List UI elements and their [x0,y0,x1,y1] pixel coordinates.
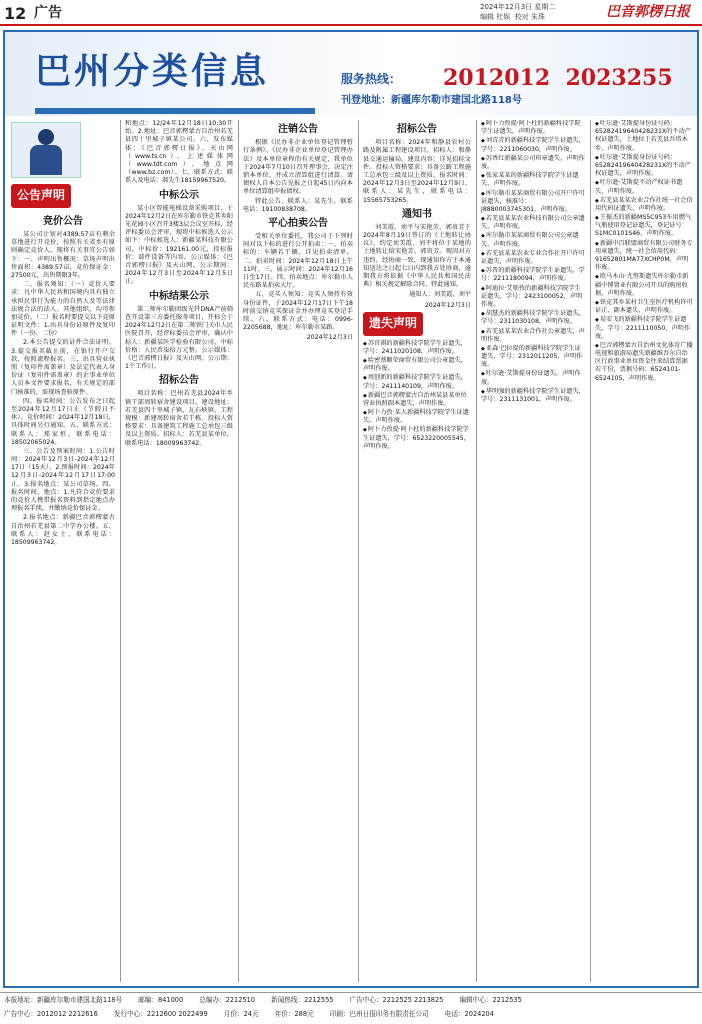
loss-statement-badge: 遗失声明 [363,312,423,336]
list-item: ◆ 若羌县某某农业科技有限公司公章遗失，声明作废。 [481,215,585,231]
notice-title: 中标结果公示 [149,290,209,302]
list-item: ◆ 苏晋的新疆科技学院学生证遗失，学号：2211180094，声明作废。 [481,267,585,283]
list-item: ◆ 阿迪拉·艾则孜的新疆科技学院学生证遗失，学号：2423100052，声明作废。 [481,285,585,310]
banner-underline [35,108,315,114]
banner-address: 刊登地址：新疆库尔勒市建国北路118号 [341,95,522,106]
list-item: ◆ 王振杰的新疆MS5C953车用燃气气瓶使用登记证遗失，登记证号：S1MC0101S46，声明作废。 [595,214,693,239]
list-item: ◆ 胡慧杰的新疆科技学院学生证遗失，学号：2311030108，声明作废。 [481,310,585,326]
header-proofreader: 校对 朱珠 [514,13,545,22]
notice-title: 中标公示 [159,189,199,201]
list-item: ◆ 易安飞的新疆科技学院学生证遗失，学号：2211110050，声明作废。 [595,316,693,341]
notice-paragraph: 五、竞买人须知：竞买人须持有效身份证件，于2024年12月17日下午18时前交纳竞买保证金并办理竞买登记手续。六、联系方式：电话：0996-2205688，地址：库尔勒市某路。 [243,291,353,332]
list-item: ◆ 铁克其乡某村卫生室医疗机构许可证正、副本遗失，声明作废。 [595,299,693,315]
column-2 [123,120,235,982]
notice-title: 招标公告 [159,375,199,387]
footer-phone: 发行中心：2212600 2022499 [113,1010,208,1018]
column-5 [479,120,587,982]
notice-paragraph: 特此公告。联系人：某先生，联系电话：19100838708。 [243,197,353,213]
column-4 [361,120,473,982]
notice-paragraph: 三、公告及预案时间：1.公告时间：2024年12月3日-2024年12月17日（15天）。2.预报时间：2024年12月3日-2024年12月17日17:00止。3.报名地点：某公司草场。四、报名时间、地点：1.凡符合竞价要求的竞价人携带报名资料到指定地点办理报名手续，并缴纳竞价保证金。 [11,447,115,513]
column-1 [9,120,117,982]
page-footer [0,992,702,1024]
list-item: ◆ 阿卜力孜·某人新疆科技学院学生证遗失，声明作废。 [363,409,471,425]
notice-date: 2024年12月3日 [424,301,471,309]
column-divider [590,120,591,982]
list-item: ◆ 苏香红新疆某公司印章遗失，声明作废。 [481,155,585,171]
notice-title: 招标公告 [397,124,437,135]
footer-price: 月价：24元 [223,1010,259,1018]
list-item: ◆ 吐尔逊·艾斯提身份证遗失，声明作废。 [481,370,585,386]
notice-paragraph: 某公司计划对4389.57亩有剩余草地进行开竞价，按照有关省乡有原则确定竞价人，现将有关事宜公告如下：一、声明出售概况：草场声明出售面积：4389.57亩，竞价保证金：27500元，出售期限3年。 [11,231,115,279]
hotline-label: 服务热线： [341,72,402,86]
notice-paragraph: 受相关单位委托，我公司于下列时间对以下标的进行公开拍卖：一、拍卖标的：车辆若干辆，详见拍卖清单。二、拍卖时间：2024年12月18日上午11时。三、展示时间：2024年12月16日至17日。四、拍卖地点：库尔勒市人民东路某拍卖大厅。 [243,233,353,290]
hotline-numbers: 2012012 2023255 [443,65,673,91]
list-item: ◆ 苏官祺的新疆科技学院学生证遗失，学号：2411020108，声明作废。 [363,340,471,356]
header-date: 2024年12月3日 星期二 [480,3,556,11]
notice-title: 通知书 [402,208,432,220]
column-6 [593,120,695,982]
notice-paragraph: 二、报名须知：（一）竞价人要求：凡中华人民共和国境内具有独立承担民事行为能力的自然人及等法律法规合法的法人、其他组织，均可参加竞价。（二）报名时要提交以下竞原证明文件：1.出具身份证原件及复印件（一份、二份） [11,281,115,338]
list-item: ◆ 新疆中百联盟商贸有限公司财务专用章遗失，统一社会信用代码：91652801MA77XCHP0M，声明作废。 [595,240,693,273]
list-item: ◆ 库尔勒市某某商贸有限公司公章遗失，声明作废。 [481,232,585,248]
classified-banner [5,32,697,116]
footer-price: 年价：288元 [274,1010,314,1018]
list-item: ◆ 若羌县某某农业合作社统一社会信用代码证遗失，声明作废。 [595,197,693,213]
footer-phone: 电话：2024204 [444,1010,494,1018]
footer-phone: 总编办：2212510 [199,996,256,1004]
newspaper-logo: 巴音郭楞日报 [606,4,690,20]
column-divider [120,120,121,982]
column-divider [358,120,359,982]
header-meta [480,2,555,22]
footer-phone: 新闻热线：2212555 [271,996,334,1004]
list-item: ◆ 吐尔逊·艾斯提不动产权证书遗失，声明作废。 [595,179,693,195]
column-divider [476,120,477,982]
footer-phone: 广告中心：2212525 2213825 [349,996,444,1004]
banner-title: 巴州分类信息 [35,50,270,92]
footer-row-2 [4,1010,508,1019]
footer-postcode: 邮编：841000 [138,996,184,1004]
announcement-badge: 公告声明 [11,184,71,208]
notice-paragraph: 和地点：12/24年12月18日10:30开始。2.地址：巴音郭楞蒙古自治州若羌县四十里城子镇某公司。六、发布媒体：《巴音郭楞日报》、天山网（www.ts.cn）、上述媒体网（www.tdt.com）、地点网（www.bz.com）。七、联系方式：联系人及电话：郝先生18159967520。 [125,120,233,185]
list-item: ◆ 吐尔逊·艾斯提身份证号码：65282419640428231X的不动产权证遗失，声明作废。 [595,154,693,179]
footer-printer: 印刷：巴州日报印务有限责任公司 [329,1010,429,1018]
footer-address: 本报地址：新疆库尔勒市建国北路118号 [4,996,123,1004]
page-number: 12 [4,4,27,23]
list-item: ◆ 若羌县某某农业合作社公章遗失，声明作废。 [481,328,585,344]
notice-paragraph: 四、报名时间：公告发布之日起至2024年12月17日止（节假日不休）。竞价时间：2024年12月18日，具体时间另行通知。五、联系方式：联系人：郑家恒，联系电话：18502065024。 [11,397,115,446]
notice-paragraph: 根据《民办非企业单位登记管理暂行条例》、《民办非企业单位登记管理办法》及本单位章程的有关规定，我单位于2024年7月10日召开理事会，决定注销本单位，并成立清算组进行清算。请债权人自本公告见报之日起45日内向本单位清算组申报债权。 [243,139,353,196]
section-title: 广告 [34,5,62,21]
header-editor: 编辑 杜娱 [480,13,511,22]
notice-paragraph: 第二师库尔勒团级光钎DNA产前筛查开设第三方委托服务项目，开标会于2024年12月2日在第二师铁门关市人民医院召开，经评标委员会评审，确认中标人：新疆某医学检验有限公司，中标价格：人民币柒拾万元整。公示媒体：《巴音郭楞日报》及天山网。公示期：1个工作日。 [125,305,233,371]
notice-title: 注销公告 [278,124,318,135]
notice-paragraph: 项目名称：巴州若羌县2024年乡镇干部周转宿舍建设项目。建设地址：若羌县四十里城子镇、瓦石峡镇。工程规模：新建周转宿舍若干栋。投标人资格要求：具备建筑工程施工总承包三级及以上资质。招标人：若羌县某单位。联系电话：18009963742。 [125,390,233,447]
notice-paragraph: 2.本公告提交的证件合法证明。3.提交报名截止前，在银行开户交款，按照流程报名。三、出具营业执照（复印件需盖章）及法定代表人身份证（复印件需盖章）的企事业单位人员本文件要求报名，有关规定的部门核准的，需现场查验原件。 [11,339,115,396]
list-item: ◆ 阿卜力孜提·阿卜杜的新疆科技学院学生证遗失，学号：6523220005545，声明作废。 [363,426,471,451]
notice-title: 平心拍卖公告 [268,217,328,229]
list-item: ◆ 新疆巴音郭楞蒙古自治州某县某单位营业执照副本遗失，声明作废。 [363,392,471,408]
notice-paragraph: 某小区智能电梯设备采购项目，于2024年12月2日在库尔勒市铁克其乡阳光花园小区召开3楼3层会议室开标，经评标委员会评审，现将中标候选人公示如下：中标候选人：新疆某科技有限公司，中标价：192161.00元，投标报价：部件设备等内容。公示媒体：《巴音郭楞日报》及天山网。公示期间：2024年12月3日至2024年12月5日止。 [125,204,233,286]
notice-title: 竞价公告 [43,215,83,227]
notice-paragraph: 2.报名地点：新疆巴音郭楞蒙古自治州若羌县第二中学办公楼。五、联系人：赵女士，联系电话：18509963742。 [11,514,115,546]
list-item: ◆ 刘青青的新疆科技学院学生证遗失，学号：2211060030，声明作废。 [481,137,585,153]
list-item: ◆ 周创新的新疆科技学院学生证遗失，学号：2411140109，声明作废。 [363,374,471,390]
page-header [0,0,702,26]
list-item: ◆ 亚森·巴拉提的新疆科技学院学生证遗失，学号：2312011205，声明作废。 [481,345,585,370]
notice-signer: 通知人：刘美霞、刘平 [409,291,471,299]
footer-phone: 广告中心：2012012 2212616 [4,1010,98,1018]
list-item: ◆ 张家某某的新疆科技学院学生证遗失，声明作废。 [481,172,585,188]
notice-date: 2024年12月3日 [306,334,353,342]
announcement-illustration [11,122,81,178]
list-item: ◆ 阿卜力孜提·阿卜杜的新疆科技学院学生证遗失，声明作废。 [481,120,585,136]
column-divider [238,120,239,982]
list-item: ◆ 巴音郭楞蒙古自治州文化体育广播电视和旅游局遗失新疆维吾尔自治区行政事业单位资金往来结算票据若干份，票据号码：6524101-6524105，声明作废。 [595,342,693,383]
list-item: ◆ 欧马木山·尤努斯遗失库尔勒市新疆中博置业有限公司开具的购房收据，声明作废。 [595,273,693,298]
notice-paragraph: 项目名称：2024年和静县农村公路及附属工程建设项目。招标人：和静县交通运输局。建设内容：详见招标文件。投标人资格要求：具备公路工程施工总承包三级及以上资质。报名时间：2024年12月3日至2024年12月9日。联系人：某先生，联系电话：15565753265。 [363,139,471,204]
list-item: ◆ 华明强的新疆科技学院学生证遗失，学号：2311131001，声明作废。 [481,388,585,404]
column-3 [241,120,355,982]
list-item: ◆ 哈密蔡顺荣商贸有限公司公章遗失，声明作废。 [363,357,471,373]
footer-row-1 [4,996,536,1005]
footer-phone: 编辑中心：2212535 [459,996,522,1004]
list-item: ◆ 库尔勒市某某商贸有限公司开户许可证遗失，核准号：J8880003745301，声明作废。 [481,190,585,215]
list-item: ◆ 吐尔逊·艾斯提身份证号码：65282419640428231X的不动产权证遗失，土地位于若羌县吾塔木乡，声明作废。 [595,120,693,153]
classified-ad-block [3,30,699,988]
notice-paragraph: 刘美霞、刘平与宋艳芳、郭贵芳于2024年8月19日签订的《土地转让协议》，约定刘美霞、刘平将位于某地的土地转让给宋艳芳、郭贵芳。现因对方违约，经协商一致，现通知你方于本通知送达之日起七日内到我方处协商，逾期我方将依据《中华人民共和国民法典》相关规定解除合同。特此通知。 [363,223,471,289]
list-item: ◆ 若羌县某某农业专业合作社开户许可证遗失，声明作废。 [481,250,585,266]
